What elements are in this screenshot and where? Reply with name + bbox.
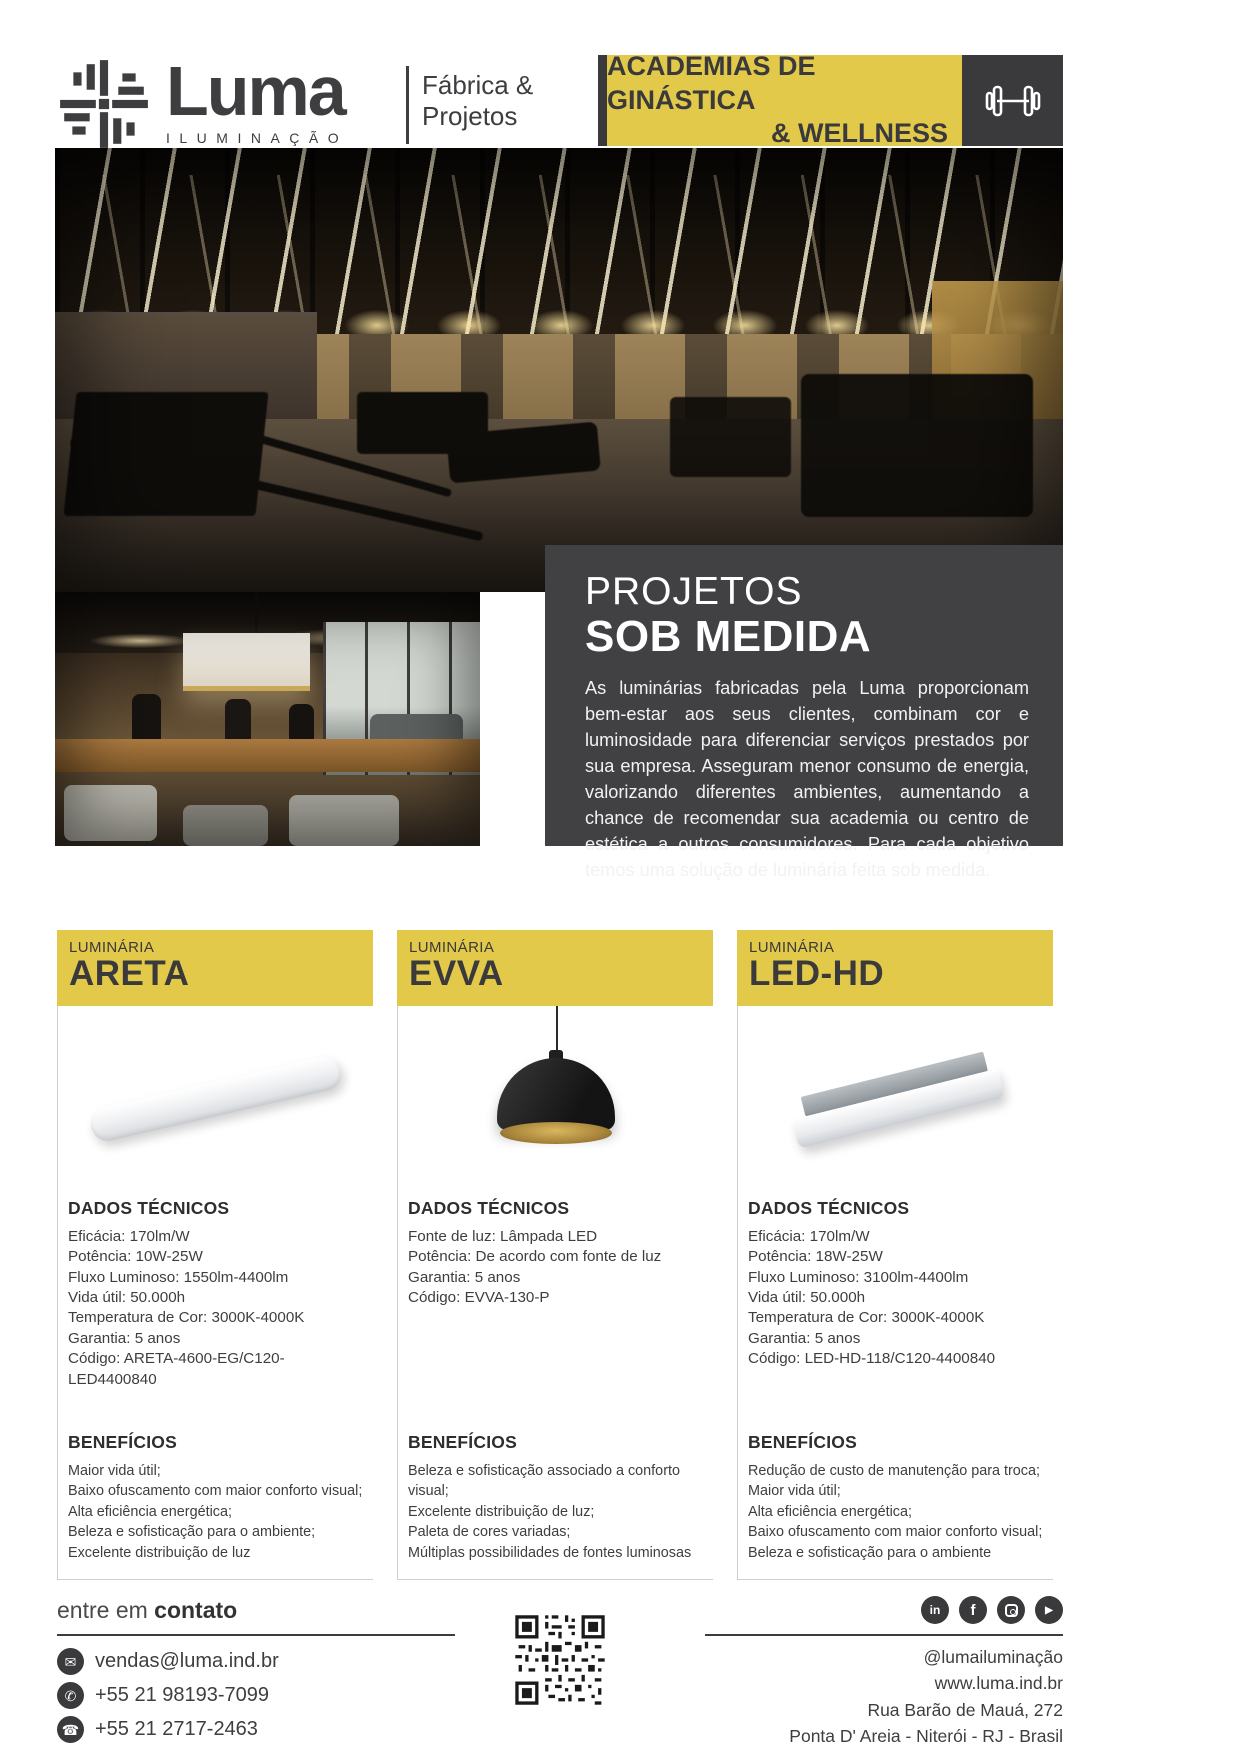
product-name: LED-HD	[749, 954, 885, 993]
brand-subtitle: ILUMINAÇÃO	[166, 130, 349, 146]
benefit-line: Paleta de cores variadas;	[408, 1524, 571, 1541]
product-card-led-hd	[737, 930, 1053, 1580]
product-card-body	[737, 1006, 1053, 1580]
benefit-line: Excelente distribuição de luz;	[408, 1503, 595, 1520]
linkedin-glyph: in	[929, 1603, 941, 1617]
product-name: ARETA	[69, 954, 190, 993]
facebook-glyph: f	[970, 1601, 976, 1619]
tech-line: Potência: 10W-25W	[68, 1248, 203, 1266]
brand-tagline	[422, 70, 533, 132]
tech-line: Fonte de luz: Lâmpada LED	[408, 1228, 598, 1245]
interior-photo	[55, 592, 480, 846]
benefit-line: Baixo ofuscamento com maior conforto visual;	[748, 1524, 1043, 1541]
benefits-section	[398, 1426, 713, 1563]
tech-line: Temperatura de Cor: 3000K-4000K	[68, 1309, 305, 1327]
contact-heading-bold: contato	[154, 1597, 238, 1623]
whatsapp-glyph: ✆	[64, 1687, 77, 1704]
address-line2: Ponta D' Areia - Niterói - RJ - Brasil	[789, 1725, 1063, 1746]
tech-line: Vida útil: 50.000h	[748, 1289, 866, 1307]
tagline-line1: Fábrica &	[422, 70, 534, 100]
tech-title: DADOS TÉCNICOS	[408, 1198, 570, 1218]
benefits-title: BENEFÍCIOS	[748, 1432, 857, 1452]
social-handle[interactable]: @lumailuminação	[923, 1647, 1063, 1667]
product-card-body	[397, 1006, 713, 1580]
instagram-icon[interactable]	[997, 1596, 1025, 1624]
linkedin-icon[interactable]	[921, 1596, 949, 1624]
tech-line: Potência: De acordo com fonte de luz	[408, 1248, 662, 1266]
product-card-header	[57, 930, 373, 1006]
benefit-line: Baixo ofuscamento com maior conforto visual;	[68, 1483, 363, 1500]
luma-logo-icon	[55, 55, 153, 153]
contact-email[interactable]: vendas@luma.ind.br	[95, 1650, 279, 1672]
qr-code	[512, 1612, 608, 1708]
tech-line: Fluxo Luminoso: 1550lm-4400lm	[68, 1268, 289, 1286]
tech-line: Eficácia: 170lm/W	[68, 1228, 190, 1245]
brand-name: Luma	[166, 52, 345, 130]
dumbbell-icon	[984, 80, 1042, 122]
tech-title: DADOS TÉCNICOS	[68, 1198, 230, 1218]
address-line1: Rua Barão de Mauá, 272	[867, 1699, 1063, 1720]
benefits-section	[738, 1426, 1053, 1563]
address-block	[643, 1644, 1063, 1749]
footer-divider-left	[57, 1634, 455, 1636]
gym-photo	[55, 148, 1063, 592]
tech-line: Temperatura de Cor: 3000K-4000K	[748, 1309, 985, 1327]
product-category: LUMINÁRIA	[69, 939, 155, 956]
product-card-header	[397, 930, 713, 1006]
benefits-title: BENEFÍCIOS	[68, 1432, 177, 1452]
hero-title-line2: SOB MEDIDA	[585, 611, 872, 661]
youtube-icon[interactable]	[1035, 1596, 1063, 1624]
segment-banner	[598, 50, 962, 149]
product-category: LUMINÁRIA	[749, 939, 835, 956]
website-link[interactable]: www.luma.ind.br	[934, 1673, 1063, 1694]
contact-row-whatsapp[interactable]	[57, 1682, 279, 1709]
product-image-evva	[398, 1006, 713, 1192]
logo-divider	[406, 66, 409, 144]
phone-glyph: ☎	[61, 1721, 80, 1738]
tech-line: Garantia: 5 anos	[68, 1329, 181, 1347]
contact-list	[57, 1648, 279, 1750]
brand-lockup	[166, 52, 349, 146]
social-icons-row	[905, 1596, 1063, 1624]
tech-line: Garantia: 5 anos	[748, 1329, 861, 1347]
contact-row-phone[interactable]	[57, 1716, 279, 1743]
photo-vignette	[55, 148, 1063, 592]
contact-row-email[interactable]	[57, 1648, 279, 1675]
email-glyph: ✉	[64, 1653, 77, 1670]
product-name: EVVA	[409, 954, 504, 993]
email-icon	[57, 1648, 84, 1675]
tech-line: Potência: 18W-25W	[748, 1248, 883, 1266]
benefit-line: Excelente distribuição de luz	[68, 1544, 251, 1561]
benefit-line: Alta eficiência energética;	[748, 1503, 912, 1520]
tech-section	[398, 1192, 713, 1426]
product-card-evva	[397, 930, 713, 1580]
benefits-section	[58, 1426, 373, 1563]
product-card-body	[57, 1006, 373, 1580]
benefit-line: Alta eficiência energética;	[68, 1503, 232, 1520]
product-card-areta	[57, 930, 373, 1580]
hero-title-line1: PROJETOS	[585, 570, 803, 613]
product-card-header	[737, 930, 1053, 1006]
product-category: LUMINÁRIA	[409, 939, 495, 956]
benefit-line: Beleza e sofisticação associado a conforto visual;	[408, 1463, 680, 1500]
pendant-rim-illustration	[500, 1122, 612, 1144]
instagram-glyph	[1005, 1604, 1018, 1617]
tech-title: DADOS TÉCNICOS	[748, 1198, 910, 1218]
tech-line: Fluxo Luminoso: 3100lm-4400lm	[748, 1268, 969, 1286]
contact-heading	[57, 1597, 237, 1624]
product-image-led-hd	[738, 1006, 1053, 1192]
tech-section	[738, 1192, 1053, 1426]
hero-panel	[545, 545, 1063, 881]
product-image-areta	[58, 1006, 373, 1192]
benefit-line: Maior vida útil;	[748, 1483, 841, 1500]
youtube-glyph: ▶	[1045, 1604, 1053, 1616]
banner-title-line2: & WELLNESS	[770, 118, 948, 149]
contact-heading-prefix: entre em	[57, 1597, 155, 1623]
banner-title-line1: ACADEMIAS DE GINÁSTICA	[607, 50, 816, 115]
tech-line: Garantia: 5 anos	[408, 1268, 521, 1286]
phone-icon	[57, 1716, 84, 1743]
qr-code-graphic	[512, 1612, 608, 1708]
whatsapp-icon	[57, 1682, 84, 1709]
tech-line: Código: ARETA-4600-EG/C120-LED4400840	[68, 1350, 285, 1388]
benefit-line: Múltiplas possibilidades de fontes luminosas	[408, 1544, 692, 1561]
benefit-line: Maior vida útil;	[68, 1463, 161, 1479]
tech-line: Eficácia: 170lm/W	[748, 1228, 870, 1245]
tech-section	[58, 1192, 373, 1426]
benefits-title: BENEFÍCIOS	[408, 1432, 517, 1452]
benefit-line: Redução de custo de manutenção para troca;	[748, 1463, 1041, 1479]
tech-line: Código: LED-HD-118/C120-4400840	[748, 1350, 996, 1368]
benefit-line: Beleza e sofisticação para o ambiente;	[68, 1524, 316, 1541]
pendant-dome-illustration	[497, 1058, 615, 1130]
contact-phone[interactable]: +55 21 2717-2463	[95, 1718, 258, 1740]
surface-luminaire-illustration	[787, 1049, 1005, 1149]
facebook-icon[interactable]	[959, 1596, 987, 1624]
linear-luminaire-illustration	[87, 1054, 344, 1145]
photo-vignette	[55, 592, 480, 846]
tech-line: Vida útil: 50.000h	[68, 1289, 186, 1307]
benefit-line: Beleza e sofisticação para o ambiente	[748, 1544, 992, 1561]
footer-divider-right	[705, 1634, 1063, 1636]
tech-line: Código: EVVA-130-P	[408, 1289, 550, 1307]
banner-icon-box	[962, 55, 1063, 146]
hero-paragraph: As luminárias fabricadas pela Luma proporcionam bem-estar aos seus clientes, combinam cor e luminosidade para diferenciar serviços prestados por sua empresa. Asseguram menor consumo de energia, valorizando diferentes ambientes, aumentando a chance de recomendar sua academia ou centro de estética a outros consumidores. Para cada objetivo temos uma solução de luminária feita sob medida.	[585, 678, 1029, 881]
contact-whatsapp[interactable]: +55 21 98193-7099	[95, 1684, 270, 1706]
tagline-line2: Projetos	[422, 101, 518, 132]
